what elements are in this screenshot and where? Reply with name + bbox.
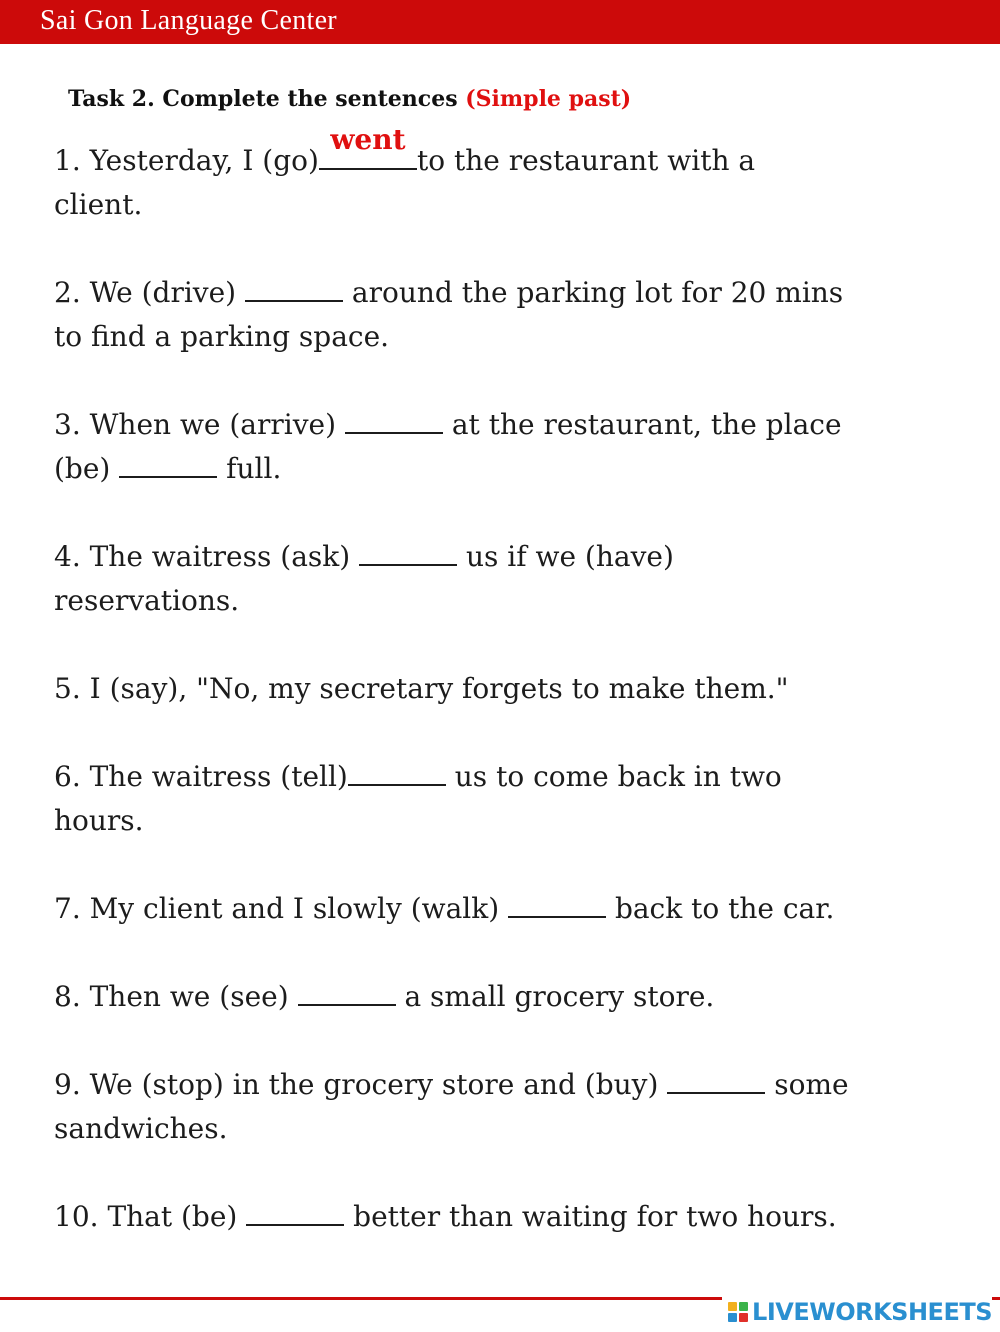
- answer-blank[interactable]: [345, 404, 443, 434]
- question-number: 2.: [54, 276, 81, 309]
- question-text: That (be): [107, 1200, 238, 1233]
- question-number: 7.: [54, 892, 81, 925]
- question-number: 8.: [54, 980, 81, 1013]
- question-text: (be): [54, 452, 111, 485]
- question-number: 4.: [54, 540, 81, 573]
- question-text: We (drive): [89, 276, 237, 309]
- liveworksheets-logo[interactable]: [722, 1296, 992, 1328]
- question-text: to find a parking space.: [54, 320, 390, 353]
- question-text: to the restaurant with a: [416, 144, 756, 177]
- question-text: Yesterday, I (go): [89, 144, 319, 177]
- question-text: I (say), "No, my secretary forgets to make them.": [89, 672, 789, 705]
- answer-blank[interactable]: [508, 888, 606, 918]
- header-title: Sai Gon Language Center: [40, 5, 337, 36]
- question-9: [54, 1063, 954, 1151]
- answer-blank[interactable]: [298, 976, 396, 1006]
- question-number: 3.: [54, 408, 81, 441]
- header-bar: [0, 0, 1000, 44]
- question-text: sandwiches.: [54, 1112, 228, 1145]
- question-number: 1.: [54, 144, 81, 177]
- question-text: a small grocery store.: [404, 980, 715, 1013]
- task-tense: (Simple past): [465, 86, 632, 112]
- answer-blank[interactable]: [245, 272, 343, 302]
- question-7: [54, 887, 954, 931]
- question-3: [54, 403, 954, 491]
- logo-text: LIVEWORKSHEETS: [752, 1298, 992, 1326]
- question-text: My client and I slowly (walk): [89, 892, 500, 925]
- question-text: The waitress (tell): [89, 760, 348, 793]
- question-text: around the parking lot for 20 mins: [351, 276, 844, 309]
- question-text: hours.: [54, 804, 144, 837]
- question-4: [54, 535, 954, 623]
- question-number: 6.: [54, 760, 81, 793]
- question-2: [54, 271, 954, 359]
- question-text: us to come back in two: [454, 760, 782, 793]
- question-text: We (stop) in the grocery store and (buy): [89, 1068, 659, 1101]
- answer-blank[interactable]: [119, 448, 217, 478]
- question-6: [54, 755, 954, 843]
- answer-blank[interactable]: [246, 1196, 344, 1226]
- question-number: 9.: [54, 1068, 81, 1101]
- question-text: at the restaurant, the place: [451, 408, 842, 441]
- answer-blank[interactable]: [667, 1064, 765, 1094]
- question-8: [54, 975, 954, 1019]
- question-text: The waitress (ask): [89, 540, 351, 573]
- question-text: reservations.: [54, 584, 240, 617]
- question-text: full.: [226, 452, 282, 485]
- question-text: some: [774, 1068, 849, 1101]
- question-text: Then we (see): [89, 980, 289, 1013]
- answer-text: went: [330, 123, 406, 156]
- question-number: 10.: [54, 1200, 99, 1233]
- question-5: [54, 667, 954, 711]
- answer-blank[interactable]: [319, 123, 417, 170]
- question-text: client.: [54, 188, 143, 221]
- question-1: [54, 123, 954, 227]
- question-number: 5.: [54, 672, 81, 705]
- question-text: When we (arrive): [89, 408, 337, 441]
- question-text: back to the car.: [614, 892, 835, 925]
- question-text: better than waiting for two hours.: [353, 1200, 837, 1233]
- question-text: us if we (have): [465, 540, 674, 573]
- task-label: Task 2. Complete the sentences: [68, 86, 458, 112]
- answer-blank[interactable]: [348, 756, 446, 786]
- task-heading: [68, 86, 631, 112]
- answer-blank[interactable]: [359, 536, 457, 566]
- question-10: [54, 1195, 954, 1239]
- logo-mark-icon: [728, 1302, 748, 1322]
